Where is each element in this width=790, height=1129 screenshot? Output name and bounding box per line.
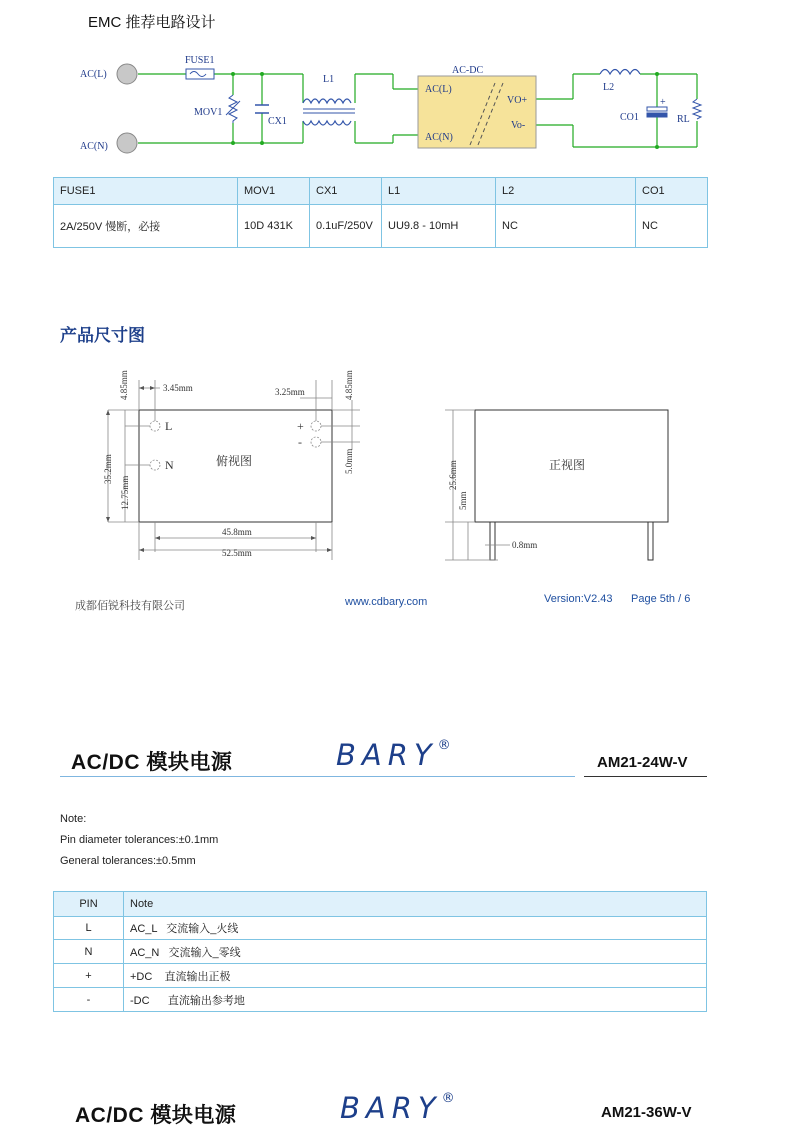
table-header-cell: L1 xyxy=(382,178,496,205)
module-ac-n-label: AC(N) xyxy=(425,132,453,143)
footer-website[interactable]: www.cdbary.com xyxy=(345,596,428,608)
table-row xyxy=(54,964,707,988)
dim-5-0: 5.0mm xyxy=(344,448,354,474)
table-header-cell: Note xyxy=(124,892,707,917)
page-header-title: AC/DC 模块电源 xyxy=(71,751,233,774)
dim-3-45: 3.45mm xyxy=(163,383,193,393)
table-cell: NC xyxy=(496,205,636,248)
model-rule xyxy=(584,776,707,777)
table-header-cell: L2 xyxy=(496,178,636,205)
dimensions-title: 产品尺寸图 xyxy=(60,326,145,345)
model-number-2: AM21-36W-V xyxy=(601,1104,692,1121)
co1-plus-label: + xyxy=(660,97,666,108)
table-row xyxy=(54,988,707,1012)
l1-label: L1 xyxy=(323,74,335,85)
registered-mark: ® xyxy=(437,738,451,753)
table-header-cell: FUSE1 xyxy=(54,178,238,205)
table-cell: L xyxy=(54,917,124,940)
ac-n-label: AC(N) xyxy=(80,141,108,152)
table-row xyxy=(54,940,707,964)
general-tolerance: General tolerances:±0.5mm xyxy=(60,855,196,867)
emc-circuit-diagram xyxy=(0,55,790,165)
l2-label: L2 xyxy=(603,82,615,93)
table-row xyxy=(54,917,707,940)
table-cell: 0.1uF/250V xyxy=(310,205,382,248)
table-cell: N xyxy=(54,940,124,964)
pin-minus-label: - xyxy=(298,435,302,449)
vo-plus-label: VO+ xyxy=(507,95,528,106)
dim-5: 5mm xyxy=(458,491,468,510)
bary-logo xyxy=(336,738,451,772)
module-title-label: AC-DC xyxy=(452,65,484,76)
footer-company: 成都佰锐科技有限公司 xyxy=(75,600,185,612)
pin-plus-label: + xyxy=(297,419,304,433)
pin-table xyxy=(53,891,707,1012)
model-number: AM21-24W-V xyxy=(597,754,688,771)
header-rule xyxy=(60,776,575,777)
table-cell: AC_L 交流输入_火线 xyxy=(124,917,707,940)
emc-components-table xyxy=(53,177,708,248)
dim-45-8: 45.8mm xyxy=(222,527,252,537)
pin-n-label: N xyxy=(165,458,174,472)
table-cell: 2A/250V 慢断，必接 xyxy=(54,205,238,248)
co1-label: CO1 xyxy=(620,112,639,123)
table-row xyxy=(54,205,708,248)
table-header-cell: MOV1 xyxy=(238,178,310,205)
table-cell: -DC 直流输出参考地 xyxy=(124,988,707,1012)
mov-label: MOV1 xyxy=(194,107,223,118)
vo-minus-label: Vo- xyxy=(511,120,526,131)
ac-l-label: AC(L) xyxy=(80,69,107,80)
module-ac-l-label: AC(L) xyxy=(425,84,452,95)
fuse-label: FUSE1 xyxy=(185,55,215,66)
cx-label: CX1 xyxy=(268,116,287,127)
rl-label: RL xyxy=(677,114,690,125)
footer-page: Page 5th / 6 xyxy=(631,593,691,605)
pin-tolerance: Pin diameter tolerances:±0.1mm xyxy=(60,834,219,846)
bary-logo-text-2: BARY xyxy=(340,1091,442,1125)
emc-title: EMC 推荐电路设计 xyxy=(88,14,216,31)
table-header-cell: CO1 xyxy=(636,178,708,205)
dim-12-75: 12.75mm xyxy=(120,475,130,510)
dim-4-85-right: 4.85mm xyxy=(344,370,354,400)
table-cell: - xyxy=(54,988,124,1012)
dim-4-85-left: 4.85mm xyxy=(119,370,129,400)
table-cell: NC xyxy=(636,205,708,248)
registered-mark-2: ® xyxy=(441,1091,455,1106)
dim-35-2: 35.2mm xyxy=(103,454,113,484)
table-header-cell: CX1 xyxy=(310,178,382,205)
front-view-label: 正视图 xyxy=(549,458,586,472)
bary-logo-text: BARY xyxy=(336,738,438,772)
dim-52-5: 52.5mm xyxy=(222,548,252,558)
pin-l-label: L xyxy=(165,419,173,433)
dim-25-6: 25.6mm xyxy=(448,460,458,490)
table-cell: 10D 431K xyxy=(238,205,310,248)
table-cell: + xyxy=(54,964,124,988)
table-cell: AC_N 交流输入_零线 xyxy=(124,940,707,964)
table-cell: +DC 直流输出正极 xyxy=(124,964,707,988)
footer-version: Version:V2.43 xyxy=(544,593,613,605)
top-view-label: 俯视图 xyxy=(216,454,253,468)
page-header-title-2: AC/DC 模块电源 xyxy=(75,1104,237,1127)
dim-3-25: 3.25mm xyxy=(275,387,305,397)
dim-0-8: 0.8mm xyxy=(512,540,538,550)
dimension-drawing xyxy=(0,360,790,570)
note-label: Note: xyxy=(60,813,87,825)
table-header-cell: PIN xyxy=(54,892,124,917)
table-cell: UU9.8 - 10mH xyxy=(382,205,496,248)
